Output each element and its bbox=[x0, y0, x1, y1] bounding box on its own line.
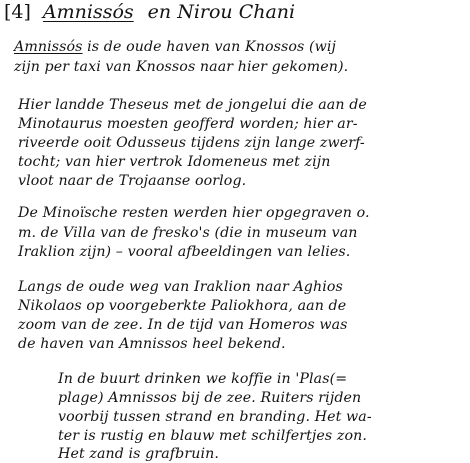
title-rest: en Nirou Chani bbox=[147, 1, 296, 23]
section-number: [4] bbox=[4, 1, 31, 23]
paragraph-5-line-3 bbox=[58, 408, 372, 426]
paragraph-1-line-2-text: zijn per taxi van Knossos naar hier gekomen). bbox=[14, 59, 349, 75]
paragraph-2-line-2 bbox=[18, 115, 358, 133]
paragraph-1-line-1 bbox=[14, 38, 336, 56]
paragraph-4-line-3 bbox=[18, 316, 348, 334]
paragraph-3-line-2 bbox=[18, 224, 358, 242]
paragraph-5-line-2-text: plage) Amnissos bij de zee. Ruiters rijden bbox=[58, 390, 362, 406]
paragraph-2-line-5 bbox=[18, 172, 246, 190]
page-title bbox=[4, 0, 295, 24]
paragraph-5-line-2 bbox=[58, 389, 361, 407]
paragraph-2-line-5-text: vloot naar de Trojaanse oorlog. bbox=[18, 173, 247, 189]
paragraph-4-line-2-text: Nikolaos op voorgeberkte Paliokhora, aan de bbox=[18, 298, 347, 314]
paragraph-3-line-3-text: Iraklion zijn) – vooral afbeeldingen van lelies. bbox=[18, 244, 351, 260]
paragraph-3-line-1-text: De Minoïsche resten werden hier opgegraven o. bbox=[18, 205, 370, 221]
paragraph-3-line-2-text: m. de Villa van de fresko's (die in museum van bbox=[18, 225, 358, 241]
paragraph-4-line-3-text: zoom van de zee. In de tijd van Homeros was bbox=[18, 317, 348, 333]
paragraph-2-line-4-text: tocht; van hier vertrok Idomeneus met zijn bbox=[18, 154, 331, 170]
paragraph-1-line-2 bbox=[14, 58, 348, 76]
paragraph-4-line-2 bbox=[18, 297, 346, 315]
paragraph-2-line-1-text: Hier landde Theseus met de jongelui die aan de bbox=[18, 97, 367, 113]
paragraph-5-line-4-text: ter is rustig en blauw met schilfertjes zon. bbox=[58, 428, 367, 444]
paragraph-5-line-5-text: Het zand is grafbruin. bbox=[58, 446, 219, 462]
paragraph-3-line-1 bbox=[18, 204, 370, 222]
paragraph-5-line-1 bbox=[58, 370, 347, 388]
paragraph-2-line-3 bbox=[18, 134, 365, 152]
paragraph-2-line-3-text: riveerde ooit Odusseus tijdens zijn lange zwerf- bbox=[18, 135, 365, 151]
paragraph-2-line-4 bbox=[18, 153, 330, 171]
title-place: Amnissós bbox=[42, 1, 134, 23]
paragraph-5-line-5 bbox=[58, 445, 219, 463]
paragraph-3-line-3 bbox=[18, 243, 350, 261]
paragraph-4-line-4 bbox=[18, 335, 286, 353]
paragraph-2-line-2-text: Minotaurus moesten geofferd worden; hier ar- bbox=[18, 116, 358, 132]
paragraph-4-line-1 bbox=[18, 278, 343, 296]
paragraph-5-line-3-text: voorbij tussen strand en branding. Het wa- bbox=[58, 409, 372, 425]
paragraph-4-line-1-text: Langs de oude weg van Iraklion naar Aghios bbox=[18, 279, 343, 295]
paragraph-2-line-1 bbox=[18, 96, 367, 114]
paragraph-1-line-1-text: is de oude haven van Knossos (wij bbox=[82, 39, 337, 55]
paragraph-1-lead-word: Amnissós bbox=[14, 39, 83, 55]
paragraph-4-line-4-text: de haven van Amnissos heel bekend. bbox=[18, 336, 286, 352]
paragraph-5-line-4 bbox=[58, 427, 367, 445]
paragraph-5-line-1-text: In de buurt drinken we koffie in 'Plas(= bbox=[58, 371, 348, 387]
